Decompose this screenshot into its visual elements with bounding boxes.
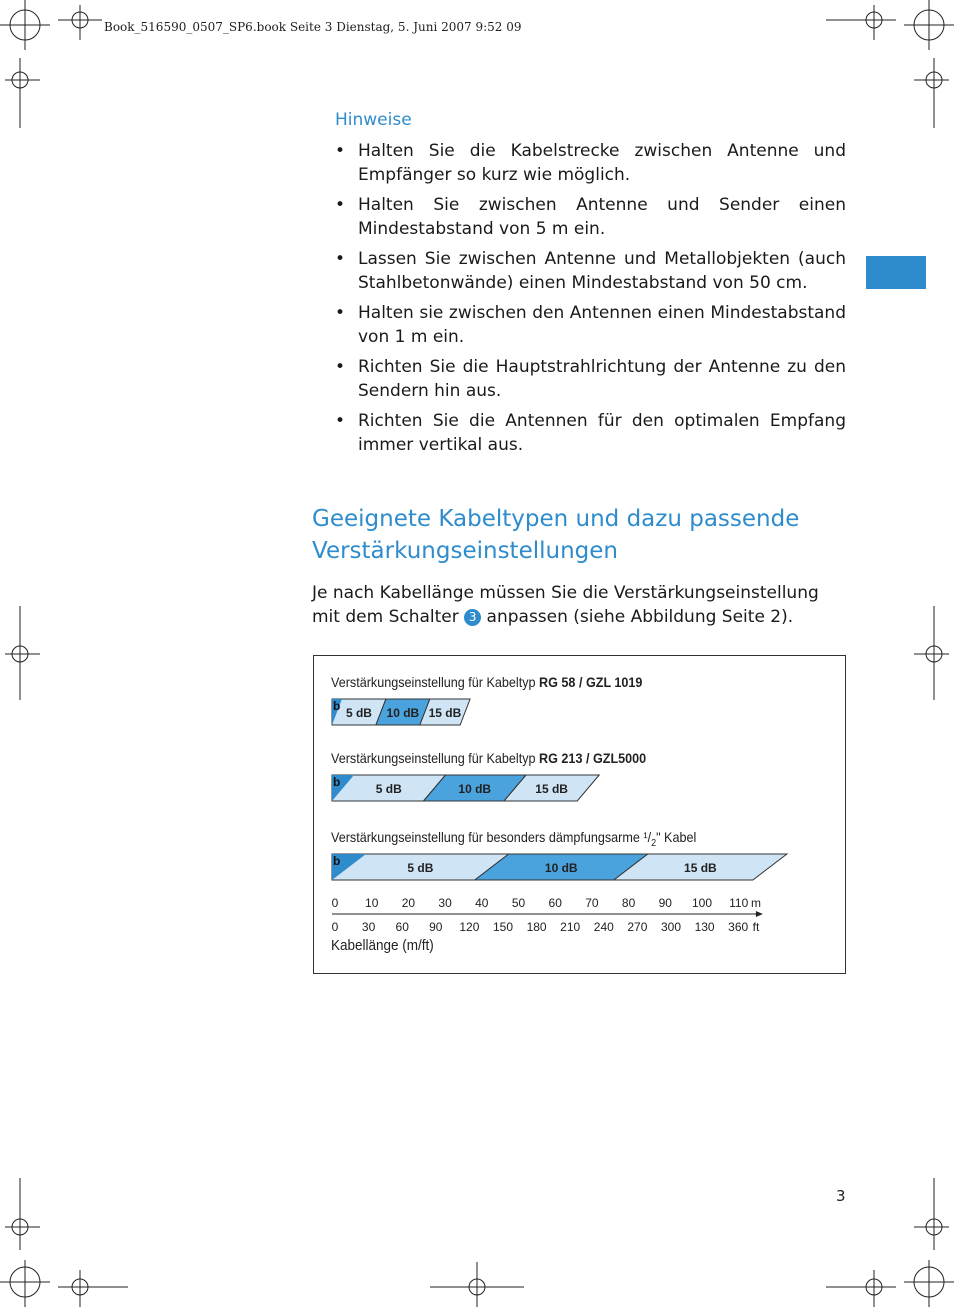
note-item (335, 409, 846, 457)
bullet-glyph: • (335, 411, 346, 431)
axis-ft-tick-label: 180 (526, 920, 547, 934)
note-item (335, 193, 846, 241)
gain-segment-label: 15 dB (428, 706, 462, 720)
axis-m-tick-label: 90 (658, 896, 672, 910)
axis-m-tick-label: 60 (548, 896, 562, 910)
switch-position-marker-label: b (333, 775, 341, 789)
axis-m-tick-label: 50 (511, 896, 526, 910)
caption-low-loss: Verstärkungseinstellung für besonders dämpfungsarme $^1/_2$" Kabel (331, 829, 697, 849)
print-header: Book_516590_0507_SP6.book Seite 3 Dienstag, 5. Juni 2007 9:52 09 (104, 20, 522, 34)
bullet-glyph: • (335, 303, 346, 323)
axis-label: Kabellänge (m/ft) (331, 937, 434, 954)
notes-title: Hinweise (335, 110, 412, 130)
axis-m-tick-label: 10 (365, 896, 379, 910)
gain-segment-label: 10 dB (386, 706, 420, 720)
intro-text-after: anpassen (siehe Abbildung Seite 2). (486, 607, 794, 627)
axis-arrow-icon (756, 911, 763, 917)
axis-ft-tick-label: 270 (627, 920, 648, 934)
bullet-glyph: • (335, 357, 346, 377)
axis-m-unit: m (751, 896, 761, 910)
note-text: Halten sie zwischen den Antennen einen Mindestabstand von 1 m ein. (358, 303, 846, 347)
note-text: Halten Sie zwischen Antenne und Sender einen Mindestabstand von 5 m ein. (358, 195, 846, 239)
switch-position-marker-label: b (333, 854, 341, 868)
bullet-glyph: • (335, 249, 346, 269)
bullet-glyph: • (335, 195, 346, 215)
axis-m-tick-label: 70 (585, 896, 599, 910)
axis-m-tick-label: 20 (401, 896, 416, 910)
caption-rg58: Verstärkungseinstellung für Kabeltyp RG 58 / GZL 1019 (331, 674, 643, 690)
gain-segment-label: 5 dB (407, 861, 434, 875)
note-item (335, 355, 846, 403)
note-item (335, 247, 846, 295)
note-text: Lassen Sie zwischen Antenne und Metallobjekten (auch Stahlbetonwände) einen Mindestabstand von 50 cm. (358, 249, 846, 293)
note-text: Richten Sie die Hauptstrahlrichtung der Antenne zu den Sendern hin aus. (358, 357, 846, 401)
axis-m-tick-label: 40 (475, 896, 489, 910)
axis-ft-tick-label: 300 (660, 920, 682, 934)
axis-m-tick-label: 30 (438, 896, 452, 910)
gain-segment-label: 10 dB (544, 861, 578, 875)
section-title: Geeignete Kabeltypen und dazu passende Verstärkungseinstellungen (312, 506, 800, 564)
axis-ft-tick-label: 60 (395, 920, 409, 934)
gain-bars-svg (314, 656, 845, 973)
axis-m-tick-label: 110 (729, 896, 749, 910)
gain-segment-label: 15 dB (535, 782, 568, 796)
gain-settings-figure (313, 655, 846, 974)
axis-ft-tick-label: 240 (593, 920, 614, 934)
switch-number-badge: 3 (464, 609, 481, 626)
intro-paragraph (312, 581, 846, 629)
gain-segment-label: 10 dB (458, 782, 492, 796)
note-text: Richten Sie die Antennen für den optimalen Empfang immer vertikal aus. (358, 411, 846, 455)
caption-rg213: Verstärkungseinstellung für Kabeltyp RG 213 / GZL5000 (331, 750, 647, 766)
axis-ft-tick-label: 90 (429, 920, 443, 934)
chapter-tab-marker (866, 256, 926, 289)
gain-segment-label: 5 dB (375, 782, 402, 796)
note-item (335, 139, 846, 187)
axis-m-tick-label: 80 (621, 896, 636, 910)
axis-ft-tick-label: 210 (560, 920, 581, 934)
axis-ft-tick-label: 0 (331, 920, 339, 934)
axis-ft-tick-label: 120 (459, 920, 480, 934)
axis-ft-tick-label: 30 (361, 920, 376, 934)
gain-segment-label: 15 dB (684, 861, 717, 875)
notes-list (335, 139, 846, 463)
axis-m-tick-label: 0 (331, 896, 339, 910)
bullet-glyph: • (335, 141, 346, 161)
page-number: 3 (836, 1187, 846, 1205)
note-text: Halten Sie die Kabelstrecke zwischen Antenne und Empfänger so kurz wie möglich. (358, 141, 846, 185)
axis-ft-unit: ft (752, 920, 760, 934)
axis-ft-tick-label: 150 (492, 920, 514, 934)
gain-segment-label: 5 dB (345, 706, 372, 720)
intro-text-before: Je nach Kabellänge müssen Sie die Verstärkungseinstellung mit dem Schalter (312, 583, 819, 627)
switch-position-marker-label: b (333, 699, 341, 713)
axis-ft-tick-label: 130 (694, 920, 715, 934)
axis-ft-tick-label: 360 (728, 920, 749, 934)
note-item (335, 301, 846, 349)
axis-m-tick-label: 100 (691, 896, 713, 910)
